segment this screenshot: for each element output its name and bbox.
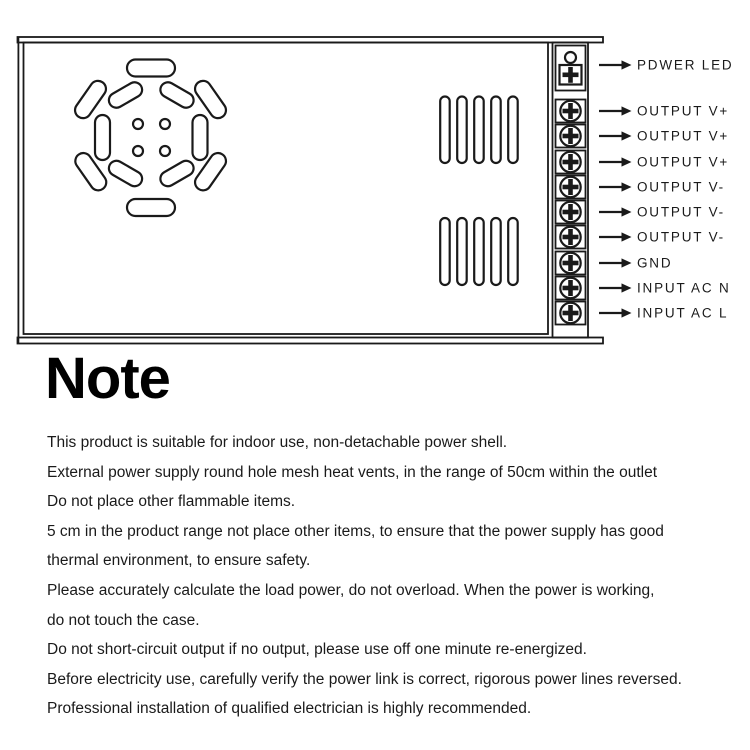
terminal-label-input-ac-l: INPUT AC L bbox=[637, 305, 729, 321]
terminal-label-output-n2: OUTPUT V- bbox=[637, 204, 725, 220]
terminal-label-output-v3: OUTPUT V+ bbox=[637, 154, 730, 170]
screw-terminal-cell bbox=[556, 226, 586, 249]
terminal-label-gnd: GND bbox=[637, 255, 673, 271]
vent-slot bbox=[508, 218, 518, 285]
terminal-label-power-led: PDWER LED bbox=[637, 57, 734, 73]
screw-terminal-cell bbox=[556, 151, 586, 174]
note-line: Do not short-circuit output if no output, please use off one minute re-energized. bbox=[47, 641, 587, 659]
vent-slot bbox=[474, 97, 484, 164]
terminal-label-output-n1: OUTPUT V- bbox=[637, 179, 725, 195]
fan-slot bbox=[106, 80, 145, 111]
note-line: do not touch the case. bbox=[47, 611, 200, 629]
note-line: Professional installation of qualified electrician is highly recommended. bbox=[47, 700, 532, 718]
note-line: Before electricity use, carefully verify the power link is correct, rigorous power lines reversed. bbox=[47, 670, 682, 688]
terminal-label-output-v1: OUTPUT V+ bbox=[637, 103, 730, 119]
terminal-label-output-n3: OUTPUT V- bbox=[637, 229, 725, 245]
vent-slot bbox=[440, 218, 450, 285]
right-arrow-icon bbox=[599, 182, 632, 191]
note-line: Please accurately calculate the load power, do not overload. When the power is working, bbox=[47, 581, 655, 599]
fan-hole bbox=[133, 146, 143, 156]
fan-slot bbox=[158, 80, 197, 111]
note-line: thermal environment, to ensure safety. bbox=[47, 552, 311, 570]
fan-slot bbox=[193, 115, 208, 160]
fan-hole bbox=[160, 119, 170, 129]
note-lines bbox=[47, 428, 737, 724]
heat-vent-slots-top-icon bbox=[440, 97, 518, 164]
power-supply-diagram bbox=[0, 0, 750, 360]
screw-terminal-cell bbox=[556, 176, 586, 199]
fan-hole bbox=[160, 146, 170, 156]
screw-terminal-cell bbox=[556, 201, 586, 224]
fan-grille-icon bbox=[72, 60, 229, 217]
screw-terminal-cell bbox=[556, 125, 586, 148]
terminal-strip bbox=[553, 43, 589, 338]
heat-vent-slots-bottom-icon bbox=[440, 218, 518, 285]
right-arrow-icon bbox=[599, 258, 632, 267]
screw-terminal-cell bbox=[556, 277, 586, 300]
terminal-label-output-v2: OUTPUT V+ bbox=[637, 128, 730, 144]
fan-slot bbox=[95, 115, 110, 160]
screw-terminal-cell bbox=[556, 302, 586, 325]
right-arrow-icon bbox=[599, 207, 632, 216]
right-arrow-icon bbox=[599, 157, 632, 166]
led-hole-icon bbox=[565, 52, 576, 63]
power-supply-case bbox=[18, 37, 604, 344]
note-line: This product is suitable for indoor use, non-detachable power shell. bbox=[47, 434, 508, 451]
fan-hole bbox=[133, 119, 143, 129]
fan-slot bbox=[127, 199, 175, 216]
right-arrow-icon bbox=[599, 106, 632, 115]
right-arrow-icon bbox=[599, 131, 632, 140]
vent-slot bbox=[440, 97, 450, 164]
vent-slot bbox=[491, 218, 501, 285]
fan-slot bbox=[127, 60, 175, 77]
right-arrow-icon bbox=[599, 60, 632, 69]
case-bottom-cap bbox=[18, 338, 604, 344]
fan-slot bbox=[106, 158, 145, 189]
vent-slot bbox=[491, 97, 501, 164]
leader-arrows bbox=[599, 60, 632, 317]
right-arrow-icon bbox=[599, 232, 632, 241]
right-arrow-icon bbox=[599, 283, 632, 292]
note-line: External power supply round hole mesh heat vents, in the range of 50cm within the outlet bbox=[47, 463, 658, 481]
screw-terminal-cell bbox=[556, 100, 586, 123]
vent-slot bbox=[508, 97, 518, 164]
right-arrow-icon bbox=[599, 308, 632, 317]
led-cell bbox=[556, 46, 586, 91]
note-line: Do not place other flammable items. bbox=[47, 493, 296, 511]
note-heading: Note bbox=[45, 346, 170, 411]
screw-terminal-cell bbox=[556, 252, 586, 275]
note-line: 5 cm in the product range not place other items, to ensure that the power supply has good bbox=[47, 522, 664, 540]
vent-slot bbox=[457, 218, 467, 285]
terminal-label-input-ac-n: INPUT AC N bbox=[637, 280, 731, 296]
vent-slot bbox=[474, 218, 484, 285]
vent-slot bbox=[457, 97, 467, 164]
fan-slot bbox=[158, 158, 197, 189]
